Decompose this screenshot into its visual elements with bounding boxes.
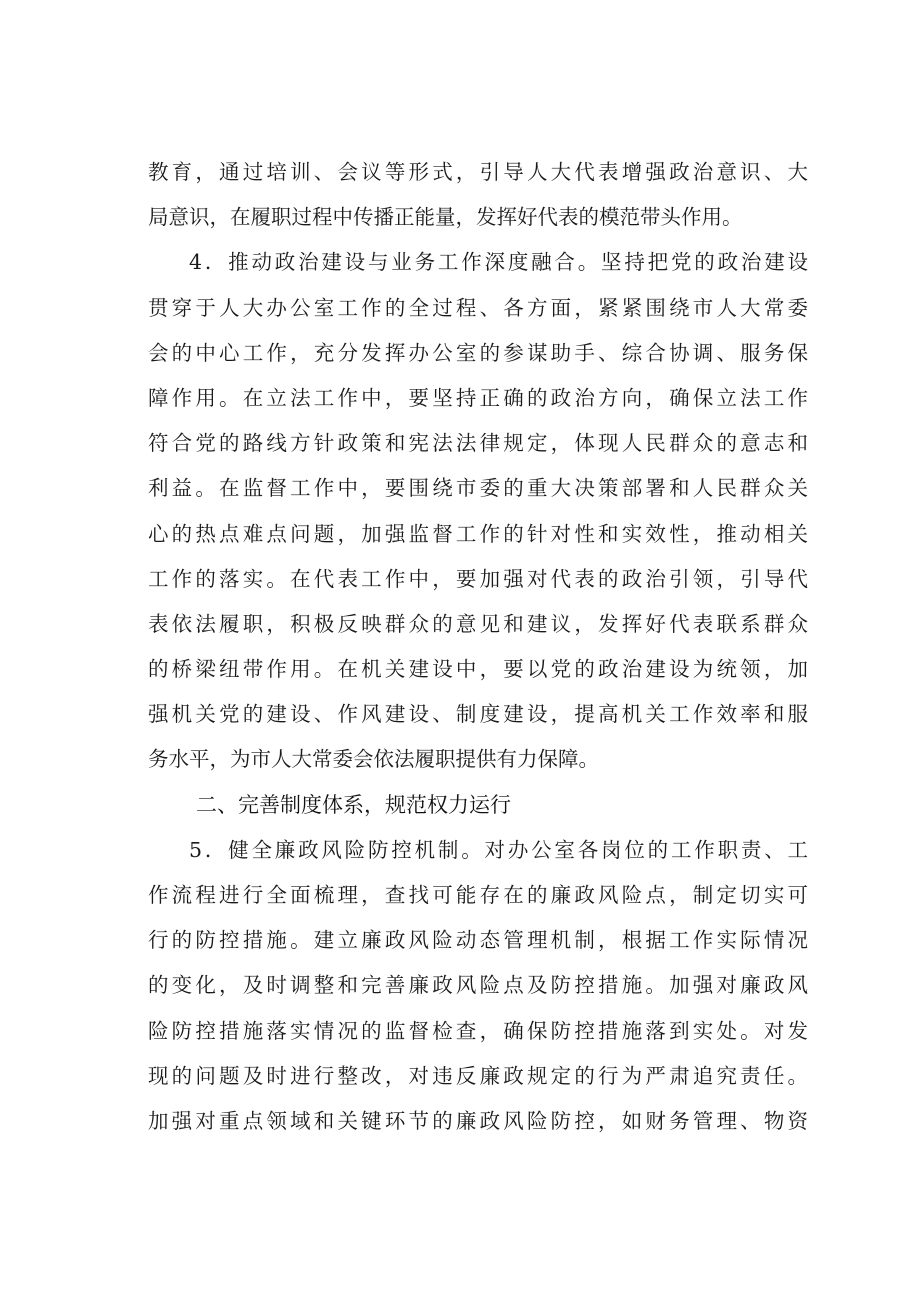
text-line: 符合党的路线方针政策和宪法法律规定，体现人民群众的意志和 (148, 431, 808, 456)
text-line: 加强对重点领域和关键环节的廉政风险防控，如财务管理、物资 (148, 1108, 808, 1133)
text-line: 会的中心工作，充分发挥办公室的参谋助手、综合协调、服务保 (148, 340, 808, 365)
text-line: 险防控措施落实情况的监督检查，确保防控措施落到实处。对发 (148, 1018, 808, 1043)
text-line: 贯穿于人大办公室工作的全过程、各方面，紧紧围绕市人大常委 (148, 295, 808, 320)
text-line: 行的防控措施。建立廉政风险动态管理机制，根据工作实际情况 (148, 928, 808, 953)
text-line: 教育，通过培训、会议等形式，引导人大代表增强政治意识、大 (148, 160, 808, 184)
section-heading: 二、完善制度体系，规范权力运行 (196, 792, 511, 817)
text-line: 5．健全廉政风险防控机制。对办公室各岗位的工作职责、工 (189, 837, 808, 862)
paragraph-5 (148, 828, 808, 1144)
text-line: 的桥梁纽带作用。在机关建设中，要以党的政治建设为统领，加 (148, 657, 808, 682)
text-line: 务水平，为市人大常委会依法履职提供有力保障。 (148, 747, 599, 772)
text-line: 表依法履职，积极反映群众的意见和建议，发挥好代表联系群众 (148, 611, 808, 636)
text-line: 现的问题及时进行整改，对违反廉政规定的行为严肃追究责任。 (148, 1063, 808, 1088)
text-line: 的变化，及时调整和完善廉政风险点及防控措施。加强对廉政风 (148, 973, 808, 998)
text-line: 工作的落实。在代表工作中，要加强对代表的政治引领，引导代 (148, 566, 808, 591)
text-line: 利益。在监督工作中，要围绕市委的重大决策部署和人民群众关 (148, 476, 808, 501)
paragraph-continuation (148, 150, 808, 240)
text-line: 强机关党的建设、作风建设、制度建设，提高机关工作效率和服 (148, 702, 808, 727)
text-line: 局意识，在履职过程中传播正能量，发挥好代表的模范带头作用。 (148, 205, 743, 230)
text-line: 作流程进行全面梳理，查找可能存在的廉政风险点，制定切实可 (148, 883, 808, 907)
text-line: 障作用。在立法工作中，要坚持正确的政治方向，确保立法工作 (148, 385, 808, 410)
text-line: 心的热点难点问题，加强监督工作的针对性和实效性，推动相关 (148, 521, 808, 546)
paragraph-4 (148, 240, 808, 782)
text-line: 4．推动政治建设与业务工作深度融合。坚持把党的政治建设 (189, 250, 808, 275)
document-body (148, 150, 808, 1144)
